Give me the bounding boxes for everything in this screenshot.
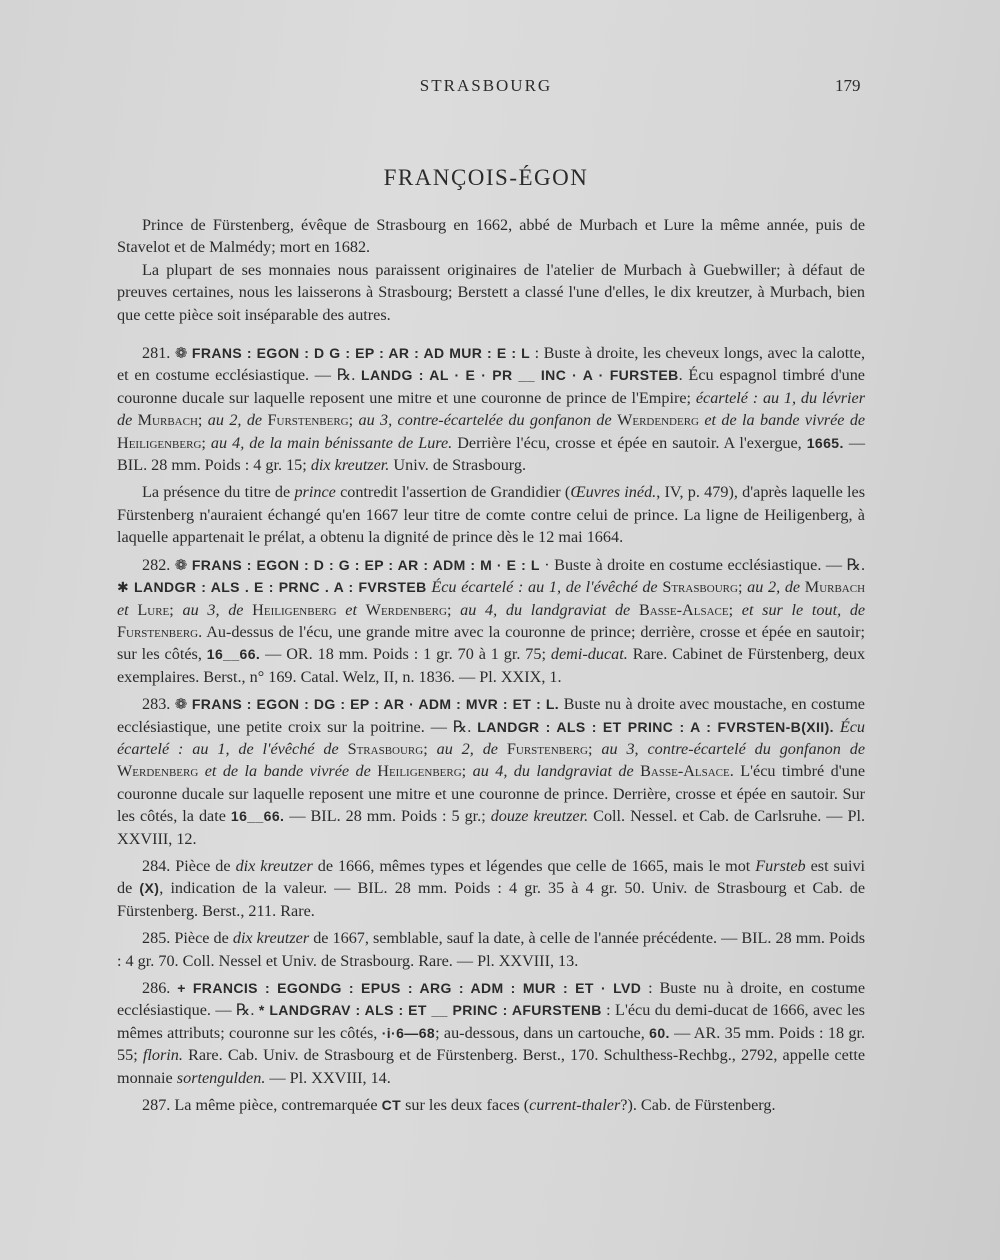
entry-smallcaps: Strasbourg [662,578,738,597]
entry-text: ; [728,600,734,619]
entry-italic: dix kreutzer. [310,456,390,475]
entry-text: Coll. Nessel. et Cab. de Carlsruhe. — Pl. XXVIII, 12. [117,807,866,848]
entry-text: — AR. 35 mm. Poids : 18 gr. 55; [117,1023,866,1065]
entry-italic: au 2, de [207,411,263,430]
intro [117,214,865,326]
entry-text: ; [423,739,428,758]
entry-number: 287. [142,1096,171,1115]
entry-italic: douze kreutzer. [490,807,589,826]
entry-italic: au 3, contre-écartelée du gonfanon de [358,411,612,430]
entry-italic: au 3, contre-écartelé du gonfanon de [601,739,866,758]
entry-text: ; [169,600,174,619]
entry-smallcaps: Heiligenberg [117,433,202,452]
entry-text: ?). Cab. de Fürstenberg. [620,1096,776,1115]
coin-entries [117,342,865,1116]
entry-italic: et de la bande vivrée de [204,762,371,781]
entry-smallcaps: Strasbourg [347,739,424,758]
entry-smallcaps: Furstenberg [117,622,199,641]
entry-text: Univ. de Strasbourg. [393,456,527,475]
entry-text: ; [588,739,593,758]
entry-text: sur les deux faces ( [405,1096,530,1115]
entry-smallcaps: Murbach [804,578,866,597]
entry-text: ; [737,578,743,597]
intro-paragraph-2: La plupart de ses monnaies nous paraissent originaires de l'atelier de Murbach à Guebwiller; à défaut de preuves certaines, nous les laisserons à Strasbourg; Berstett a classé l'une d'elles, le dix kreutzer, à Murbach, bien que cette pièce soit inséparable des autres. [117,260,865,324]
entry-text: ; [197,411,203,430]
reverse-legend: LANDG : AL · E · PR __ INC · A · FURSTEB [361,367,679,384]
coin-date: ·i·6—68 [381,1024,436,1041]
note-italic: Œuvres inéd. [570,483,657,502]
entry-smallcaps: Werdenberg [117,762,199,781]
entry-italic: demi-ducat. [550,645,628,664]
note-281 [117,481,865,548]
entry-text: ; [201,433,206,452]
entry-text: : Buste à droite, les cheveux longs, avec la calotte, et en costume ecclésiastique. — ℞. [117,344,865,385]
reverse-legend: * LANDGRAV : ALS : ET __ PRINC : AFURSTENB [258,1002,602,1019]
rosette-icon: ❁ [174,555,188,574]
value-mark: 60. [649,1024,670,1041]
entry-text: · Buste à droite en costume ecclésiastique. — ℞. [544,555,866,574]
entry-text: Pièce de [175,856,231,875]
entry-text: de 1666, mêmes types et légendes que celle de 1665, mais le mot [317,856,751,875]
entry-italic: et [345,600,357,619]
entry-smallcaps: Furstenberg [267,411,349,430]
entry-smallcaps: Heiligenberg [252,600,337,619]
obverse-legend: FRANS : EGON : D G : EP : AR : AD MUR : E : L [191,345,531,362]
entry-smallcaps: Lure [137,600,170,619]
obverse-legend: FRANS : EGON : DG : EP : AR · ADM : MVR : ET : L. [191,696,560,713]
entry-281 [117,342,865,476]
entry-text: : L'écu du demi-ducat de 1666, avec les mêmes attributs; couronne sur les côtés, [117,1001,865,1042]
reverse-legend: ✱ LANDGR : ALS . E : PRNC . A : FVRSTEB [117,579,427,596]
entry-number: 284. [142,856,171,875]
running-title: STRASBOURG [419,76,553,95]
entry-text: ; [348,411,354,430]
entry-italic: au 4, de la main bénissante de Lure. [210,433,453,452]
entry-italic: Écu écartelé : au 1, de l'évêché de [117,717,865,758]
body-text [117,214,865,1121]
entry-italic: au 2, de [436,739,498,758]
entry-text: La même pièce, contremarquée [174,1096,378,1115]
entry-italic: au 3, de [182,600,244,619]
entry-text: — BIL. 28 mm. Poids : 5 gr.; [289,807,486,826]
obverse-legend: FRANS : EGON : D : G : EP : AR : ADM : M · E : L [191,556,540,573]
countermark: CT [381,1097,402,1114]
entry-italic: Fursteb [755,856,806,875]
entry-text: est suivi de [117,856,866,898]
entry-text: de 1667, semblable, sauf la date, à celle de l'année précédente. — BIL. 28 mm. Poids : 4 gr. 70. Coll. Nessel et Univ. de Strasbourg. Rare. — Pl. XXVIII, 13. [117,929,866,970]
entry-text: . L'écu timbré d'une couronne ducale sur laquelle reposent une mitre et une couronne de prince. Derrière, crosse et épée en sautoir. Sur les côtés, la date [117,762,866,826]
coin-date: 16__66. [206,646,261,663]
entry-text: Derrière l'écu, crosse et épée en sautoir. A l'exergue, [457,433,802,452]
entry-text: Buste nu à droite avec moustache, en costume ecclésiastique, une petite croix sur la poitrine. — ℞. [117,695,865,736]
entry-italic: et sur le tout, de [741,600,866,619]
entry-text: — Pl. XXVIII, 14. [269,1068,391,1087]
reverse-legend: LANDGR : ALS : ET PRINC : A : FVRSTEN-B(XII). [477,718,834,735]
entry-number: 282. [142,555,171,574]
entry-text: Pièce de [174,929,229,948]
entry-smallcaps: Werdenberg [365,600,447,619]
intro-paragraph-1: Prince de Fürstenberg, évêque de Strasbourg en 1662, abbé de Murbach et Lure la même année, puis de Stavelot et de Malmédy; mort en 1682. [117,216,865,257]
entry-smallcaps: Heiligenberg [377,762,462,781]
entry-italic: dix kreutzer [235,856,313,875]
entry-285 [117,927,865,972]
entry-text: . Au-dessus de l'écu, une grande mitre avec la couronne de prince; derrière, crosse et épée en sautoir; sur les côtés, [117,622,865,664]
entry-italic: Écu écartelé : au 1, de l'évêché de [431,578,658,597]
entry-283 [117,693,865,850]
entry-text: ; [461,762,467,781]
section-title: FRANÇOIS-ÉGON [383,165,589,190]
obverse-legend: + FRANCIS : EGONDG : EPUS : ARG : ADM : MUR : ET · LVD [177,980,642,996]
note-text: contredit l'assertion de Grandidier ( [340,483,571,502]
entry-smallcaps: Murbach [137,411,198,430]
entry-smallcaps: Basse-Alsace [638,600,729,619]
entry-italic: et de la bande vivrée de [704,411,866,430]
entry-number: 285. [142,929,171,948]
entry-smallcaps: Werdenderg [617,411,699,430]
running-head [0,76,1000,100]
entry-italic: florin. [142,1046,183,1065]
entry-italic: current-thaler [529,1096,621,1115]
entry-282 [117,554,865,688]
entry-number: 286. [142,979,171,997]
entry-italic: au 4, du landgraviat de [472,762,634,781]
entry-text: : Buste nu à droite, en costume ecclésiastique. — ℞. [117,979,866,1020]
entry-287 [117,1094,865,1116]
entry-text: , indication de la valeur. — BIL. 28 mm. Poids : 4 gr. 35 à 4 gr. 50. Univ. de Strasbourg et Cab. de Fürstenberg. Berst., 211. Rare. [117,879,866,920]
value-mark: (X) [139,880,160,897]
entry-italic: écartelé : au 1, du lévrier de [117,388,866,430]
entry-text: ; au-dessous, dans un cartouche, [435,1023,645,1042]
entry-italic: sortengulden. [176,1068,266,1087]
entry-italic: au 2, de [747,578,801,597]
note-italic: prince [294,483,336,502]
rosette-icon: ❁ [174,344,188,363]
page-number: 179 [835,76,861,95]
coin-date: 16__66. [230,808,285,825]
entry-number: 281. [142,344,171,363]
note-text: , IV, p. 479), d'après laquelle les Fürstenberg n'auraient échangé qu'en 1667 leur titre de comte contre celui de prince. La ligne de Heiligenberg, à laquelle appartenait le prélat, a obtenu la dignité de prince dès le 12 mai 1664. [117,483,865,547]
entry-text: Rare. Cab. Univ. de Strasbourg et de Fürstenberg. Berst., 170. Schulthess-Rechbg., 2792, appelle cette monnaie [117,1046,865,1087]
entry-text: ; [446,600,452,619]
entry-italic: et [117,600,129,619]
entry-text: . Écu espagnol timbré d'une couronne ducale sur laquelle reposent une mitre et une couronne de prince de l'Empire; [117,366,865,407]
entry-italic: au 4, du landgraviat de [460,600,631,619]
entry-text: Rare. Cabinet de Fürstenberg, deux exemplaires. Berst., n° 169. Catal. Welz, II, n. 1836. — Pl. XXIX, 1. [117,645,866,686]
entry-284 [117,855,865,922]
entry-smallcaps: Basse-Alsace [640,762,730,781]
exergue-date: 1665. [806,434,844,451]
entry-number: 283. [142,695,171,714]
note-text: La présence du titre de [142,483,291,502]
entry-italic: dix kreutzer [232,929,310,948]
entry-text: — BIL. 28 mm. Poids : 4 gr. 15; [117,433,865,475]
entry-text: — OR. 18 mm. Poids : 1 gr. 70 à 1 gr. 75; [265,645,546,664]
entry-286 [117,977,865,1089]
rosette-icon: ❁ [174,695,188,714]
entry-smallcaps: Furstenberg [506,739,588,758]
